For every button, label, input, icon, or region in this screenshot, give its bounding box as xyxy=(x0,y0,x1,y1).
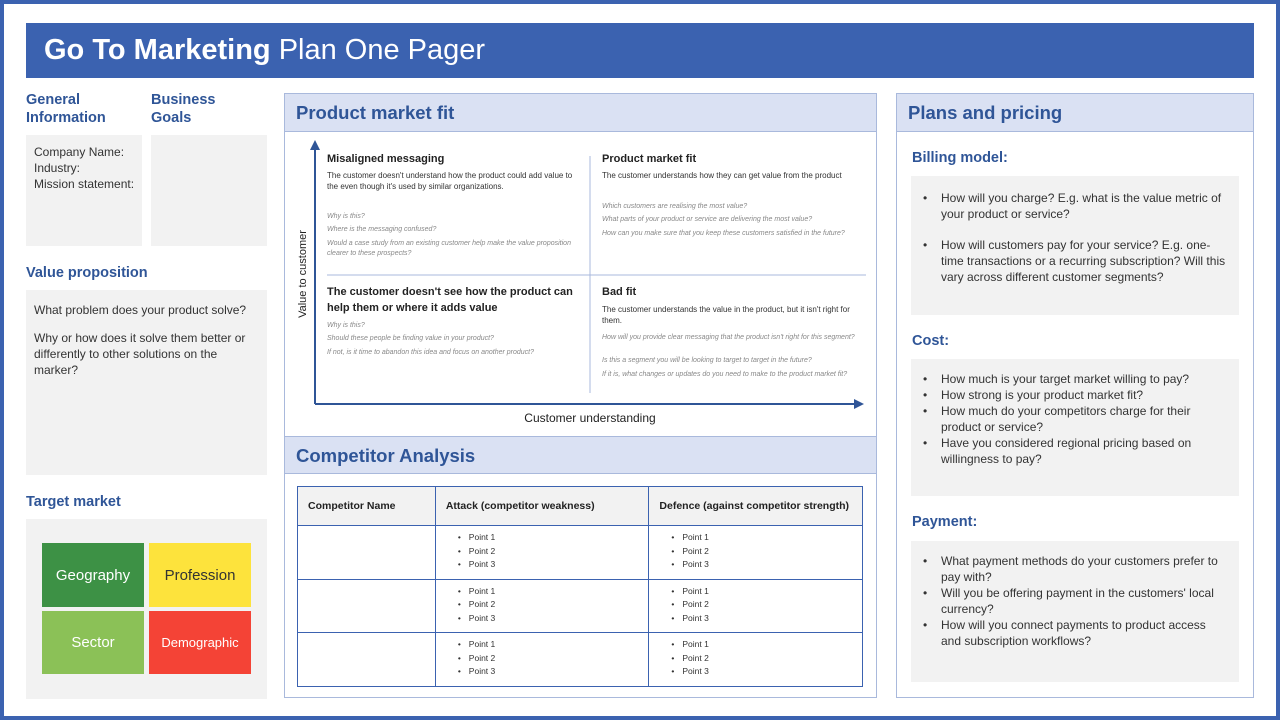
billing-item: • How will customers pay for your service? E.g. one-time transactions or a recurring subscription? Will this vary across different customer segments? xyxy=(941,237,1227,285)
competitor-name-cell[interactable] xyxy=(298,579,436,633)
quadrant-bad-fit-desc: The customer understands the value in the product, but it isn't right for them. xyxy=(602,305,850,325)
point-item: • Point 3 xyxy=(458,558,649,572)
table-row xyxy=(298,579,863,633)
quadrant-pmf-q2: What parts of your product or service are delivering the most value? xyxy=(602,216,813,223)
title-bold: Go To Marketing xyxy=(44,34,271,66)
col-defence: Defence (against competitor strength) xyxy=(649,487,863,526)
quadrant-bad-fit-q2: Is this a segment you will be looking to target to target in the future? xyxy=(602,357,812,364)
competitor-table xyxy=(297,486,863,687)
value-prop-box xyxy=(26,290,267,475)
quadrant-misaligned-q2: Where is the messaging confused? xyxy=(327,226,437,233)
defence-cell[interactable] xyxy=(649,633,863,687)
attack-cell[interactable] xyxy=(435,633,649,687)
point-item: • Point 1 xyxy=(458,531,649,545)
competitor-heading: Competitor Analysis xyxy=(285,436,876,474)
point-item: • Point 1 xyxy=(458,585,649,599)
point-item: • Point 2 xyxy=(458,652,649,666)
cost-item: • How strong is your product market fit? xyxy=(941,387,1227,403)
attack-cell[interactable] xyxy=(435,526,649,580)
quadrant-bad-fit-title: Bad fit xyxy=(602,286,637,298)
mission-statement-label: Mission statement: xyxy=(34,177,135,191)
payment-box xyxy=(911,541,1239,682)
value-prop-q2: Why or how does it solve them better or differently to other solutions on the marker? xyxy=(34,331,246,377)
cost-item: • Have you considered regional pricing based on willingness to pay? xyxy=(941,435,1227,467)
quadrant-no-value-q3: If not, is it time to abandon this idea and focus on another product? xyxy=(327,349,535,356)
general-heading-line2: Information xyxy=(26,110,106,126)
value-prop-q1: What problem does your product solve? xyxy=(34,303,247,317)
competitor-name-cell[interactable] xyxy=(298,633,436,687)
quadrant-no-value-q2: Should these people be finding value in your product? xyxy=(327,335,494,342)
quadrant-pmf-q1: Which customers are realising the most value? xyxy=(602,203,748,210)
billing-item: • How will you charge? E.g. what is the value metric of your product or service? xyxy=(941,190,1227,222)
point-item: • Point 1 xyxy=(671,585,862,599)
plans-heading: Plans and pricing xyxy=(897,94,1253,132)
pmf-heading: Product market fit xyxy=(285,94,876,132)
title-rest: Plan One Pager xyxy=(270,34,486,66)
company-name-label: Company Name: xyxy=(34,145,125,159)
point-item: • Point 3 xyxy=(458,665,649,679)
point-item: • Point 2 xyxy=(458,598,649,612)
point-item: • Point 2 xyxy=(671,545,862,559)
billing-heading: Billing model: xyxy=(912,150,1008,166)
business-goals-heading xyxy=(151,91,215,127)
point-item: • Point 3 xyxy=(671,612,862,626)
point-item: • Point 3 xyxy=(671,665,862,679)
y-axis-label: Value to customer xyxy=(297,230,309,318)
quadrant-misaligned-title: Misaligned messaging xyxy=(327,153,445,165)
point-item: • Point 1 xyxy=(458,638,649,652)
point-item: • Point 2 xyxy=(671,598,862,612)
quadrant-pmf-q3: How can you make sure that you keep these customers satisfied in the future? xyxy=(602,230,845,237)
target-sector: Sector xyxy=(42,611,144,674)
quadrant-pmf-desc: The customer understands how they can get value from the product xyxy=(602,171,842,180)
target-market-heading: Target market xyxy=(26,494,121,510)
billing-box xyxy=(911,176,1239,315)
value-prop-heading: Value proposition xyxy=(26,265,148,281)
target-demographic: Demographic xyxy=(149,611,251,674)
business-goals-line1: Business xyxy=(151,92,216,108)
col-competitor-name: Competitor Name xyxy=(298,487,436,526)
table-row xyxy=(298,526,863,580)
payment-heading: Payment: xyxy=(912,514,978,530)
point-item: • Point 2 xyxy=(671,652,862,666)
page-title xyxy=(26,23,1254,78)
quadrant-no-value-q1: Why is this? xyxy=(327,322,365,329)
quadrant-pmf-title: Product market fit xyxy=(602,153,697,165)
target-profession: Profession xyxy=(149,543,251,607)
point-item: • Point 2 xyxy=(458,545,649,559)
industry-label: Industry: xyxy=(34,161,81,175)
business-goals-line2: Goals xyxy=(151,110,192,126)
quadrant-no-value-title: The customer doesn't see how the product can help them or where it adds value xyxy=(327,286,573,314)
quadrant-bad-fit-q1: How will you provide clear messaging that the product isn't right for this segment? xyxy=(602,334,855,341)
cost-heading: Cost: xyxy=(912,333,950,349)
quadrant-misaligned-desc: The customer doesn't understand how the product could add value to the even though it's used by similar organizations. xyxy=(327,171,573,191)
payment-item: • What payment methods do your customers prefer to pay with? xyxy=(941,553,1227,585)
cost-item: • How much do your competitors charge for their product or service? xyxy=(941,403,1227,435)
defence-cell[interactable] xyxy=(649,526,863,580)
cost-box xyxy=(911,359,1239,496)
col-attack: Attack (competitor weakness) xyxy=(435,487,649,526)
point-item: • Point 3 xyxy=(671,558,862,572)
table-header-row xyxy=(298,487,863,526)
payment-item: • How will you connect payments to product access and subscription workflows? xyxy=(941,617,1227,649)
general-heading xyxy=(26,91,106,127)
payment-item: • Will you be offering payment in the customers' local currency? xyxy=(941,585,1227,617)
attack-cell[interactable] xyxy=(435,579,649,633)
point-item: • Point 1 xyxy=(671,531,862,545)
quadrant-bad-fit-q3: If it is, what changes or updates do you need to make to the product market fit? xyxy=(602,371,848,378)
defence-cell[interactable] xyxy=(649,579,863,633)
x-axis-label: Customer understanding xyxy=(524,411,656,425)
competitor-name-cell[interactable] xyxy=(298,526,436,580)
point-item: • Point 3 xyxy=(458,612,649,626)
cost-item: • How much is your target market willing to pay? xyxy=(941,371,1227,387)
general-heading-line1: General xyxy=(26,92,80,108)
table-row xyxy=(298,633,863,687)
quadrant-misaligned-q1: Why is this? xyxy=(327,213,365,220)
target-geography: Geography xyxy=(42,543,144,607)
general-info-box xyxy=(26,135,142,246)
business-goals-box xyxy=(151,135,267,246)
point-item: • Point 1 xyxy=(671,638,862,652)
quadrant-misaligned-q3: Would a case study from an existing customer help make the value proposition clearer to these prospects? xyxy=(327,240,571,257)
